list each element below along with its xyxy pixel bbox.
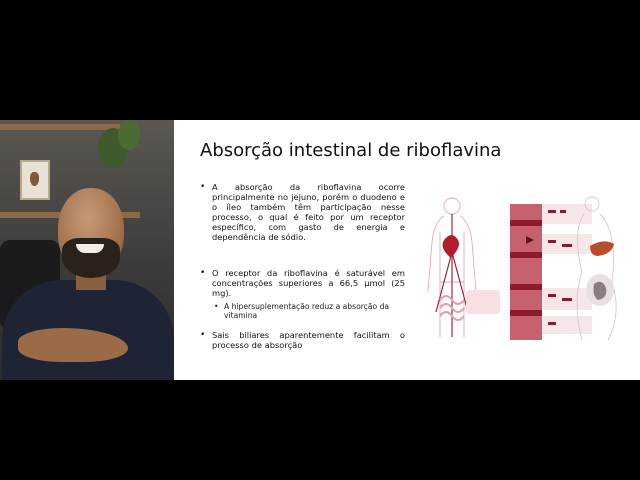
heart-icon (443, 235, 460, 258)
speaker-webcam (0, 120, 174, 380)
intestine-detail-panel (466, 290, 500, 314)
cell-diagram-icon (542, 204, 592, 334)
presentation-slide (174, 120, 640, 380)
plant (118, 120, 140, 150)
wall-picture-frame (20, 160, 50, 200)
slide-title: Absorção intestinal de riboflavina (200, 140, 502, 161)
shelf (0, 124, 120, 130)
riboflavin-absorption-illustration (422, 192, 628, 342)
video-frame (0, 120, 640, 380)
liver-icon (590, 241, 614, 256)
bullet-absorption-site: • A absorção da riboflavina ocorre principalmente no jejuno, porém o duodeno e o íleo também têm participação nesse processo, o qual é feito por um receptor específico, com gasto de energia e dependência de sódio. (200, 182, 405, 242)
bullet-receptor-saturation: • O receptor da riboflavina é saturável em concentrações superiores a 66,5 µmol (25 mg). (200, 268, 405, 298)
bullet-list (200, 182, 405, 350)
bullet-bile-salts: • Sais biliares aparentemente facilitam o processo de absorção (200, 330, 405, 350)
intestine-icon (440, 296, 464, 320)
sub-bullet-hypersupplementation: • A hipersuplementação reduz a absorção da vitamina (200, 302, 405, 320)
